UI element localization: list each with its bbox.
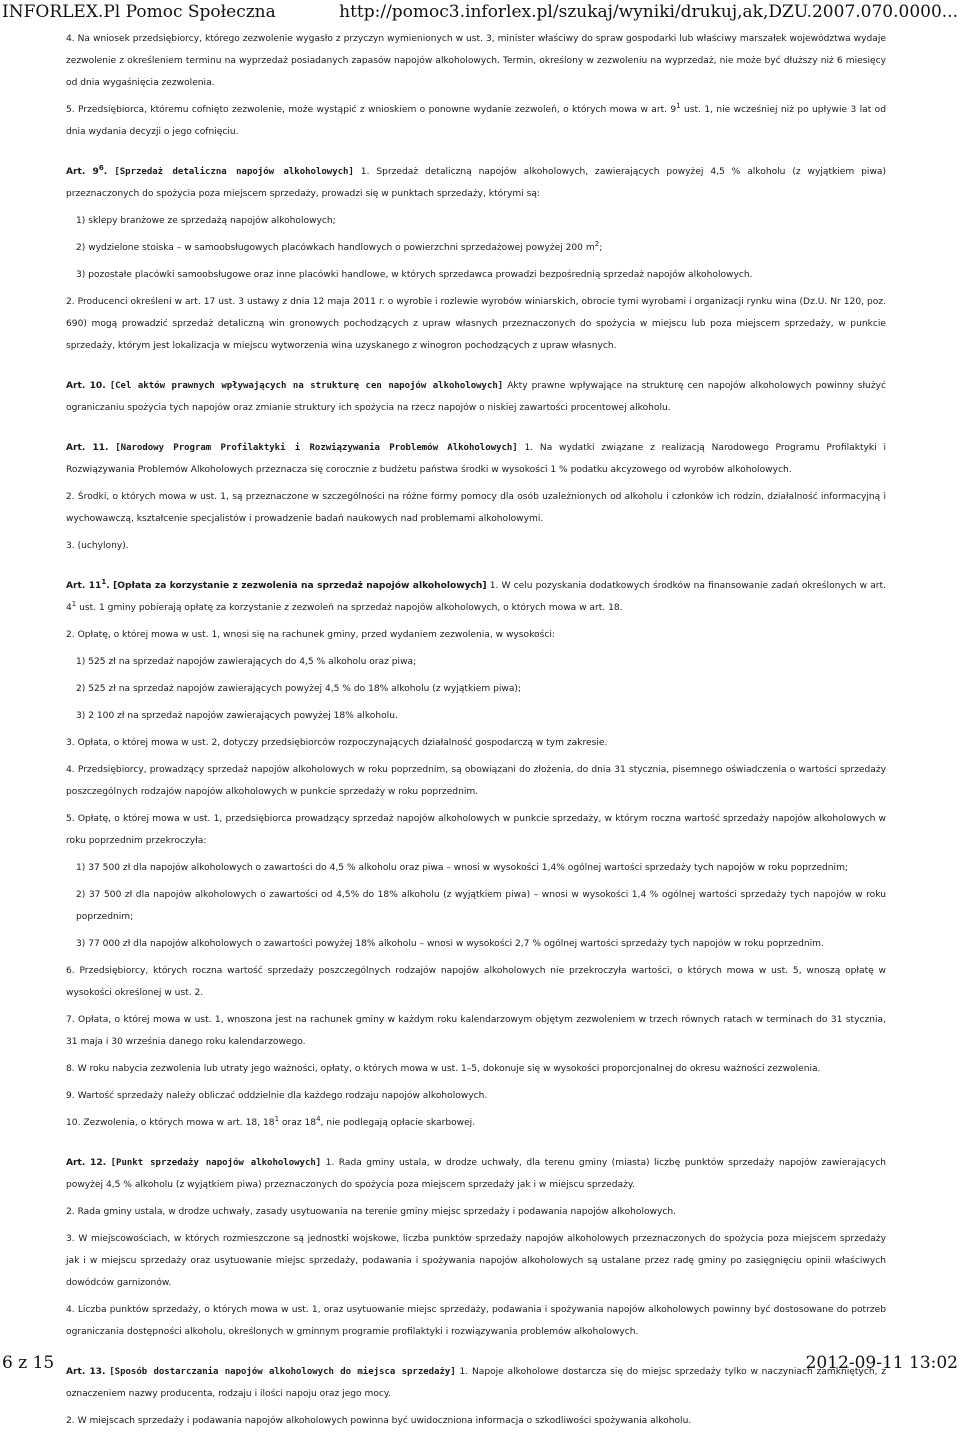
article-title: [Sposób dostarczania napojów alkoholowych do miejsca sprzedaży] (109, 1367, 456, 1377)
list-item: 3) 77 000 zł dla napojów alkoholowych o zawartości powyżej 18% alkoholu – wnosi w wysokości 2,7 % ogólnej wartości sprzedaży tych napojów w roku poprzednim. (76, 939, 824, 949)
list-item: 1) 37 500 zł dla napojów alkoholowych o zawartości do 4,5 % alkoholu oraz piwa – wnosi w wysokości 1,4% ogólnej wartości sprzedaży tych napojów w roku poprzednim; (76, 863, 848, 873)
article-title: [Narodowy Program Profilaktyki i Rozwiązywania Problemów Alkoholowych] (115, 443, 518, 453)
article-13: Art. 13. [Sposób dostarczania napojów alkoholowych do miejsca sprzedaży] 1. Napoje alkoholowe dostarcza się do miejsc sprzedaży tylko w naczyniach zamkniętych, z oznaczeniem nazwy producenta, rodzaju i ilości napoju oraz jego mocy. (66, 1367, 886, 1399)
paragraph: 4. Liczba punktów sprzedaży, o których mowa w ust. 1, oraz usytuowanie miejsc sprzedaży, podawania i spożywania napojów alkoholowych powinny być dostosowane do potrzeb ograniczania dostępności alkoholu, określonych w gminnym programie profilaktyki i rozwiązywania problemów alkoholowych. (66, 1305, 886, 1337)
page-number: 6 z 15 (2, 1353, 55, 1373)
paragraph: 5. Przedsiębiorca, któremu cofnięto zezwolenie, może wystąpić z wnioskiem o ponowne wydanie zezwoleń, o których mowa w art. $9^1$ ust. 1, nie wcześniej niż po upływie 3 lat od dnia wydania decyzji o jego cofnięciu. (66, 101, 886, 137)
paragraph: 3. Opłata, o której mowa w ust. 2, dotyczy przedsiębiorców rozpoczynających działalność gospodarczą w tym zakresie. (66, 738, 608, 748)
paragraph: 4. Przedsiębiorcy, prowadzący sprzedaż napojów alkoholowych w roku poprzednim, są obowiązani do złożenia, do dnia 31 stycznia, pisemnego oświadczenia o wartości sprzedaży poszczególnych rodzajów napojów alkoholowych w punkcie sprzedaży w roku poprzednim. (66, 765, 886, 797)
article-11-1: Art. $11^1$. [Opłata za korzystanie z zezwolenia na sprzedaż napojów alkoholowych] 1. W celu pozyskania dodatkowych środków na finansowanie zadań określonych w art. $4^1$ ust. 1 gminy pobierają opłatę za korzystanie z zezwoleń na sprzedaż napojów alkoholowych, o których mowa w art. 18. (66, 577, 886, 613)
article-9-6: Art. $9^6$. [Sprzedaż detaliczna napojów alkoholowych] 1. Sprzedaż detaliczną napojów alkoholowych, zawierających powyżej 4,5 % alkoholu (z wyjątkiem piwa) przeznaczonych do spożycia poza miejscem sprzedaży, prowadzi się w punktach sprzedaży, którymi są: (66, 163, 887, 199)
paragraph: 2. Rada gminy ustala, w drodze uchwały, zasady usytuowania na terenie gminy miejsc sprzedaży i podawania napojów alkoholowych. (66, 1207, 677, 1217)
list-item: 2) 37 500 zł dla napojów alkoholowych o zawartości od 4,5% do 18% alkoholu (z wyjątkiem piwa) – wnosi w wysokości 1,4 % ogólnej wartości sprzedaży tych napojów w roku poprzednim; (76, 890, 886, 922)
list-item: 1) sklepy branżowe ze sprzedażą napojów alkoholowych; (76, 216, 336, 226)
list-item: 2) wydzielone stoiska – w samoobsługowych placówkach handlowych o powierzchni sprzedażowej powyżej 200 $m^2$; (76, 239, 603, 253)
article-number: Art. 9 (66, 167, 99, 177)
print-timestamp: 2012-09-11 13:02 (805, 1353, 958, 1373)
paragraph: 6. Przedsiębiorcy, których roczna wartość sprzedaży poszczególnych rodzajów napojów alkoholowych nie przekroczyła wartości, o których mowa w ust. 5, wnoszą opłatę w wysokości określonej w ust. 2. (66, 966, 886, 998)
article-12: Art. 12. [Punkt sprzedaży napojów alkoholowych] 1. Rada gminy ustala, w drodze uchwały, dla terenu gminy (miasta) liczbę punktów sprzedaży napojów zawierających powyżej 4,5 % alkoholu (z wyjątkiem piwa) przeznaczonych do spożycia poza miejscem sprzedaży jak i w miejscu sprzedaży. (66, 1158, 886, 1190)
article-number: Art. 13. (66, 1367, 106, 1377)
list-item: 1) 525 zł na sprzedaż napojów zawierających do 4,5 % alkoholu oraz piwa; (76, 657, 417, 667)
header-site-title: INFORLEX.Pl Pomoc Społeczna (2, 2, 276, 22)
paragraph: 2. W miejscach sprzedaży i podawania napojów alkoholowych powinna być uwidoczniona informacja o szkodliwości spożywania alkoholu. (66, 1416, 692, 1426)
article-10: Art. 10. [Cel aktów prawnych wpływających na strukturę cen napojów alkoholowych] Akty prawne wpływające na strukturę cen napojów alkoholowych powinny służyć ograniczaniu spożycia tych napojów oraz zmianie struktury ich spożycia na rzecz napojów o niskiej zawartości procentowej alkoholu. (66, 381, 886, 413)
article-number: Art. 11 (66, 581, 102, 591)
paragraph: 9. Wartość sprzedaży należy obliczać oddzielnie dla każdego rodzaju napojów alkoholowych. (66, 1091, 488, 1101)
article-title: [Cel aktów prawnych wpływających na strukturę cen napojów alkoholowych] (109, 381, 504, 391)
paragraph: 5. Opłatę, o której mowa w ust. 1, przedsiębiorca prowadzący sprzedaż napojów alkoholowych w punkcie sprzedaży, w którym roczna wartość sprzedaży napojów alkoholowych w roku poprzednim przekroczyła: (66, 814, 886, 846)
header-url[interactable]: http://pomoc3.inforlex.pl/szukaj/wyniki/drukuj,ak,DZU.2007.070.0000... (339, 2, 958, 22)
list-item: 3) 2 100 zł na sprzedaż napojów zawierających powyżej 18% alkoholu. (76, 711, 398, 721)
paragraph: 7. Opłata, o której mowa w ust. 1, wnoszona jest na rachunek gminy w każdym roku kalendarzowym objętym zezwoleniem w trzech równych ratach w terminach do 31 stycznia, 31 maja i 30 września danego roku kalendarzowego. (66, 1015, 886, 1047)
article-title: [Punkt sprzedaży napojów alkoholowych] (110, 1158, 322, 1168)
list-item: 3) pozostałe placówki samoobsługowe oraz inne placówki handlowe, w których sprzedawca prowadzi bezpośrednią sprzedaż napojów alkoholowych. (76, 270, 753, 280)
paragraph: 2. Producenci określeni w art. 17 ust. 3 ustawy z dnia 12 maja 2011 r. o wyrobie i rozlewie wyrobów winiarskich, obrocie tymi wyrobami i organizacji rynku wina (Dz.U. Nr 120, poz. 690) mogą prowadzić sprzedaż detaliczną win gronowych pochodzących z upraw własnych przeznaczonych do spożycia w miejscu lub poza miejscem sprzedaży, w punkcie sprzedaży, którym jest lokalizacja w miejscu wytworzenia wina uzyskanego z winogron pochodzących z upraw własnych. (66, 297, 886, 351)
article-number: Art. 12. (66, 1158, 107, 1168)
paragraph: 4. Na wniosek przedsiębiorcy, którego zezwolenie wygasło z przyczyn wymienionych w ust. 3, minister właściwy do spraw gospodarki lub właściwy marszałek województwa wydaje zezwolenie z określeniem terminu na wyprzedaż posiadanych zapasów napojów alkoholowych. Termin, określony w zezwoleniu na wyprzedaż, nie może być dłuższy niż 6 miesięcy od dnia wygaśnięcia zezwolenia. (66, 34, 886, 88)
paragraph: 3. (uchylony). (66, 541, 129, 551)
article-title: [Sprzedaż detaliczna napojów alkoholowych] (114, 167, 354, 177)
article-11: Art. 11. [Narodowy Program Profilaktyki i Rozwiązywania Problemów Alkoholowych] 1. Na wydatki związane z realizacją Narodowego Programu Profilaktyki i Rozwiązywania Problemów Alkoholowych przeznacza się corocznie z budżetu państwa środki w wysokości 1 % podatku akcyzowego od wyrobów alkoholowych. (66, 443, 886, 475)
paragraph: 2. Opłatę, o której mowa w ust. 1, wnosi się na rachunek gminy, przed wydaniem zezwolenia, w wysokości: (66, 630, 555, 640)
paragraph: 8. W roku nabycia zezwolenia lub utraty jego ważności, opłaty, o których mowa w ust. 1–5, dokonuje się w wysokości proporcjonalnej do okresu ważności zezwolenia. (66, 1064, 821, 1074)
paragraph: 3. W miejscowościach, w których rozmieszczone są jednostki wojskowe, liczba punktów sprzedaży napojów alkoholowych przeznaczonych do spożycia poza miejscem sprzedaży jak i w miejscu sprzedaży oraz usytuowanie miejsc sprzedaży, podawania i spożywania napojów alkoholowych są ustalane przez radę gminy po zasięgnięciu opinii właściwych dowódców garnizonów. (66, 1234, 886, 1288)
list-item: 2) 525 zł na sprzedaż napojów zawierających powyżej 4,5 % do 18% alkoholu (z wyjątkiem piwa); (76, 684, 522, 694)
document-body (66, 28, 886, 1437)
paragraph: 10. Zezwolenia, o których mowa w art. 18, $18^1$ oraz $18^4$, nie podlegają opłacie skarbowej. (66, 1114, 476, 1128)
paragraph: 2. Środki, o których mowa w ust. 1, są przeznaczone w szczególności na różne formy pomocy dla osób uzależnionych od alkoholu i członków ich rodzin, działalność informacyjną i wychowawczą, kształcenie specjalistów i prowadzenie badań naukowych nad problemami alkoholowymi. (66, 492, 886, 524)
article-title: . [Opłata za korzystanie z zezwolenia na sprzedaż napojów alkoholowych] (106, 581, 487, 591)
article-number: Art. 10. (66, 381, 106, 391)
article-number: Art. 11. (66, 443, 109, 453)
